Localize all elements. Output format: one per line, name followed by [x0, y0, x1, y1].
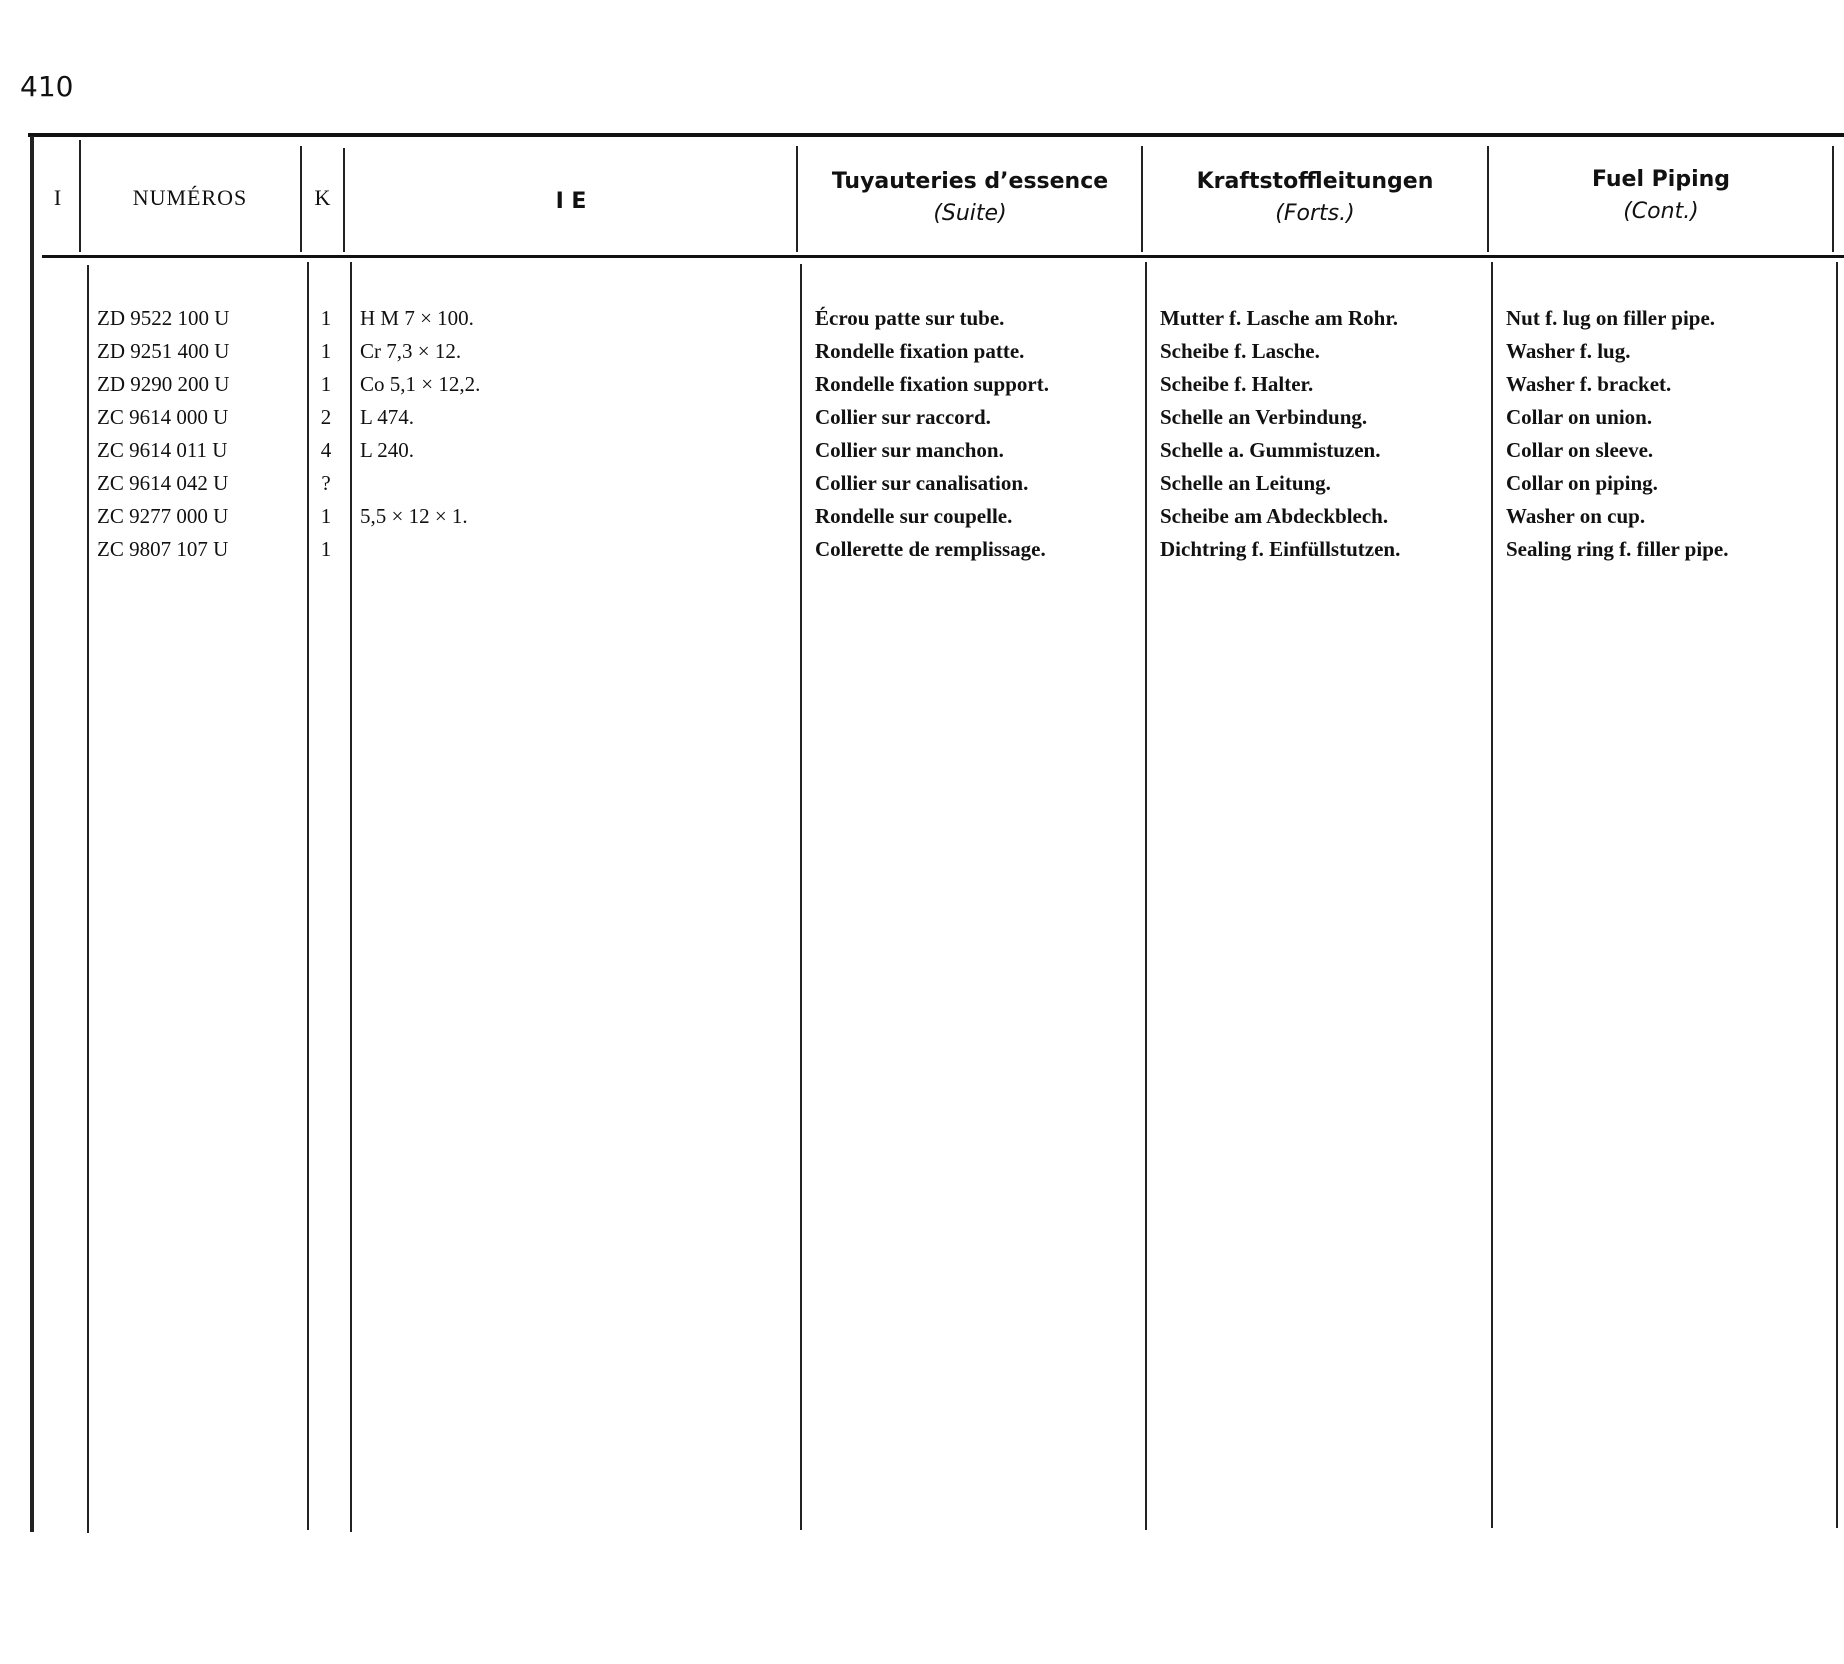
english-description: Collar on piping. [1506, 471, 1658, 495]
body-divider-fr-de [1145, 262, 1147, 1530]
english-description: Nut f. lug on filler pipe. [1506, 306, 1716, 330]
table-left-border [30, 136, 34, 1532]
english-title: Fuel Piping [1591, 167, 1731, 192]
header-english [1489, 164, 1833, 228]
french-description-column [815, 302, 1049, 566]
german-description: Schelle an Leitung. [1160, 471, 1331, 495]
dimension: Co 5,1 × 12,2. [360, 372, 481, 396]
quantity: 1 [320, 372, 332, 396]
quantity: 1 [320, 339, 332, 363]
quantity: 1 [320, 504, 332, 528]
header-i: I [53, 185, 63, 210]
quantity: 4 [320, 438, 332, 462]
header-german [1143, 166, 1487, 230]
french-title: Tuyauteries d’essence [831, 169, 1109, 194]
header-numeros: NUMÉROS [132, 185, 248, 210]
quantity: ? [321, 471, 331, 495]
header-ie: I E [555, 189, 587, 214]
english-subtitle: (Cont.) [1623, 199, 1699, 224]
german-description: Dichtring f. Einfüllstutzen. [1160, 537, 1401, 561]
part-number: ZC 9807 107 U [97, 537, 229, 561]
english-description: Washer f. lug. [1506, 339, 1631, 363]
german-description: Scheibe f. Halter. [1160, 372, 1314, 396]
quantity: 1 [320, 537, 332, 561]
body-divider-k-ie [350, 262, 352, 1532]
part-number: ZC 9614 011 U [97, 438, 228, 462]
part-number: ZC 9614 000 U [97, 405, 229, 429]
english-description: Washer on cup. [1506, 504, 1646, 528]
french-description: Écrou patte sur tube. [815, 306, 1005, 330]
header-bottom-rule [42, 255, 1844, 258]
quantity: 2 [320, 405, 332, 429]
part-number: ZD 9290 200 U [97, 372, 230, 396]
german-description: Scheibe am Abdeckblech. [1160, 504, 1389, 528]
dimension: L 240. [360, 438, 415, 462]
german-description: Schelle an Verbindung. [1160, 405, 1368, 429]
dimension: Cr 7,3 × 12. [360, 339, 462, 363]
french-description: Rondelle fixation support. [815, 372, 1049, 396]
quantity-column [313, 302, 339, 566]
english-description: Washer f. bracket. [1506, 372, 1672, 396]
german-title: Kraftstoffleitungen [1196, 169, 1434, 194]
german-description: Scheibe f. Lasche. [1160, 339, 1320, 363]
english-description: Sealing ring f. filler pipe. [1506, 537, 1729, 561]
french-description: Rondelle sur coupelle. [815, 504, 1013, 528]
part-number: ZD 9251 400 U [97, 339, 230, 363]
german-description: Schelle a. Gummistuzen. [1160, 438, 1381, 462]
german-description: Mutter f. Lasche am Rohr. [1160, 306, 1398, 330]
body-divider-ie-fr [800, 264, 802, 1530]
top-rule [28, 133, 1844, 137]
quantity: 1 [320, 306, 332, 330]
dimension: L 474. [360, 405, 415, 429]
part-number: ZC 9277 000 U [97, 504, 229, 528]
body-divider-de-en [1491, 262, 1493, 1528]
english-description-column [1506, 302, 1728, 566]
page-number: 410 [20, 70, 74, 103]
dimension [360, 533, 480, 566]
dimension [360, 467, 480, 500]
french-description: Collerette de remplissage. [815, 537, 1046, 561]
french-description: Rondelle fixation patte. [815, 339, 1025, 363]
french-description: Collier sur canalisation. [815, 471, 1029, 495]
header-k: K [314, 185, 332, 210]
body-divider-en-right [1836, 262, 1838, 1528]
part-number: ZC 9614 042 U [97, 471, 229, 495]
dimensions-column [360, 302, 480, 566]
part-number: ZD 9522 100 U [97, 306, 230, 330]
german-subtitle: (Forts.) [1275, 201, 1355, 226]
dimension: 5,5 × 12 × 1. [360, 504, 468, 528]
french-description: Collier sur raccord. [815, 405, 991, 429]
dimension: H M 7 × 100. [360, 306, 474, 330]
german-description-column [1160, 302, 1400, 566]
body-divider-i-numeros [87, 265, 89, 1533]
part-numbers-column [97, 302, 229, 566]
french-description: Collier sur manchon. [815, 438, 1004, 462]
header-french [798, 166, 1142, 230]
french-subtitle: (Suite) [933, 201, 1007, 226]
body-divider-numeros-k [307, 262, 309, 1530]
english-description: Collar on union. [1506, 405, 1653, 429]
english-description: Collar on sleeve. [1506, 438, 1654, 462]
